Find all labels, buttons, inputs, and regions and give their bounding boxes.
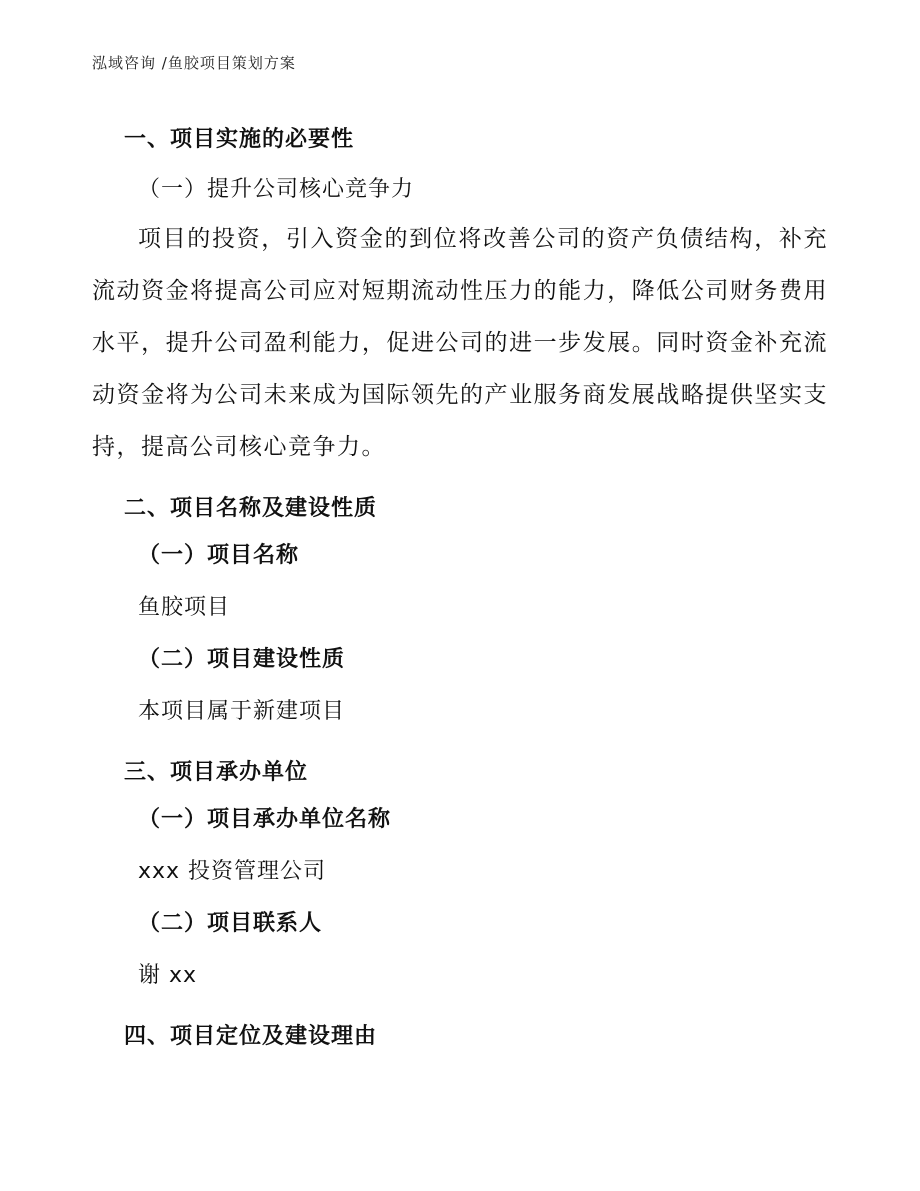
section-3-subheading-2: （二）项目联系人 [138,911,323,936]
section-2-subheading-2: （二）项目建设性质 [138,647,346,672]
header-divider [92,78,828,79]
section-3-organization-name: xxx 投资管理公司 [138,859,327,884]
section-2-project-name: 鱼胶项目 [138,595,231,620]
section-4-heading: 四、项目定位及建设理由 [124,1024,378,1049]
page-header: 泓域咨询 /鱼胶项目策划方案 [92,54,296,72]
section-1-heading: 一、项目实施的必要性 [124,127,355,152]
section-2-construction-nature: 本项目属于新建项目 [138,699,346,724]
section-3-contact-person: 谢 xx [138,963,198,988]
section-1-paragraph: 项目的投资，引入资金的到位将改善公司的资产负债结构，补充流动资金将提高公司应对短期流动性压力的能力，降低公司财务费用水平，提升公司盈利能力，促进公司的进一步发展。同时资金补充流动资金将为公司未来成为国际领先的产业服务商发展战略提供坚实支持，提高公司核心竞争力。 [92,226,828,460]
section-2-subheading-1: （一）项目名称 [138,543,300,568]
section-3-heading: 三、项目承办单位 [124,760,309,785]
section-1-subheading-1: （一）提升公司核心竞争力 [138,177,415,202]
section-3-subheading-1: （一）项目承办单位名称 [138,807,392,832]
section-2-heading: 二、项目名称及建设性质 [124,496,378,521]
